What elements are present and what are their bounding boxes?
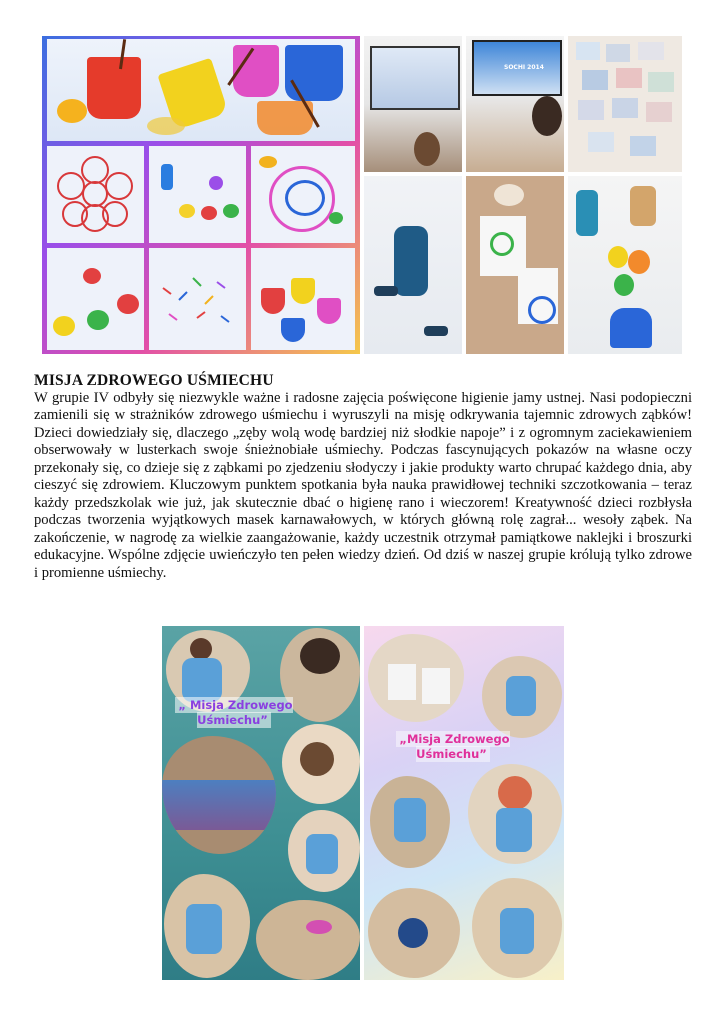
blue-hat xyxy=(610,308,652,348)
photo-mask-blob xyxy=(282,724,360,804)
paint-cup xyxy=(261,288,285,314)
paint-cup xyxy=(317,298,341,324)
paint-cup xyxy=(281,318,305,342)
picture-card xyxy=(582,70,608,90)
colorful-cups-tile xyxy=(251,248,355,350)
olympic-cards-photo xyxy=(568,36,682,172)
child-in-snowsuit xyxy=(394,226,428,296)
article-title: MISJA ZDROWEGO UŚMIECHU xyxy=(34,372,274,389)
photo-presentation-blob xyxy=(468,764,562,864)
painted-circle xyxy=(528,296,556,324)
child-head xyxy=(300,638,340,674)
child-head xyxy=(300,742,334,776)
picture-card xyxy=(630,136,656,156)
paint-splatter-tile xyxy=(251,146,355,243)
paint-cups-row-tile xyxy=(47,248,144,350)
paint-dot xyxy=(53,316,75,336)
picture-card xyxy=(578,100,604,120)
blue-paint-cup xyxy=(285,45,343,101)
sprinkles-tile xyxy=(149,248,246,350)
paint-dot xyxy=(87,310,109,330)
child xyxy=(630,186,656,226)
paint-dot xyxy=(223,204,239,218)
photo-teacher-blob-2 xyxy=(472,878,562,978)
ski-jump-tv-photo xyxy=(364,36,462,172)
paint-cup xyxy=(291,278,315,304)
top-photo-collage xyxy=(42,36,682,354)
paint-splash xyxy=(147,117,185,135)
picture-card xyxy=(646,102,672,122)
red-flower-drawing xyxy=(47,146,144,243)
boot xyxy=(424,326,448,336)
sochi-tv-photo xyxy=(466,36,564,172)
child-head xyxy=(414,132,440,166)
tv-screen xyxy=(472,40,562,96)
article-body: W grupie IV odbyły się niezwykle ważne i radosne zajęcia poświęcone higienie jamy ustnej. Nasi podopieczni zamienili się w strażników zdrowego uśmiechu i wyruszyli na misję odkrywania tajemnic zdrowych ząbków! Dzieci dowiedziały się, dlaczego „zęby wolą wodę bardziej niż słodkie napoje” i z ogromnym zaciekawieniem obserwowały w lusterkach swoje śnieżnobiałe uśmiechy. Podczas fascynujących pokazów na własne oczy przekonały się, co dzieje się z ząbkami po zjedzeniu słodyczy i jakie produkty warto chrupać każdego dnia, aby cieszyć się zdrowiem. Kluczowym punktem spotkania była nauka prawidłowej techniki szczotkowania – teraz każdy przedszkolak wie już, jak skutecznie dbać o higienę rano i wieczorem! Kreatywność dzieci rozbłysła podczas tworzenia wyjątkowych masek karnawałowych, w których główną rolę zagrał... wesoły ząbek. Na zakończenie, w nagrodę za wielkie zaangażowanie, każdy uczestnik otrzymał pamiątkowe naklejki i broszurki edukacyjne. Wspólne zdjęcie uwieńczyło ten pełen wiedzy dzień. Od dziś w naszej grupie królują tylko zdrowe i promienne uśmiechy. xyxy=(34,390,692,581)
group-photo-blob xyxy=(162,736,276,854)
picture-card xyxy=(588,132,614,152)
paint-dot xyxy=(259,156,277,168)
teacher-uniform xyxy=(182,658,222,702)
head xyxy=(190,638,212,660)
floor-circle xyxy=(398,918,428,948)
tv-screen-text: SOCHI 2014 xyxy=(504,64,544,71)
bottle xyxy=(161,164,173,190)
paint-dot xyxy=(201,206,217,220)
picture-card xyxy=(606,44,630,62)
photo-floor-blob xyxy=(164,874,250,978)
paper-sheet xyxy=(422,668,450,704)
teacher-uniform xyxy=(506,676,536,716)
red-paint-cup xyxy=(87,57,141,119)
paint-dot xyxy=(179,204,195,218)
right-caption-text: „Misja Zdrowego Uśmiechu” xyxy=(396,731,509,762)
teacher-uniform xyxy=(500,908,534,954)
paint-experiment-collage xyxy=(42,36,360,354)
painting-circles-photo xyxy=(466,176,564,354)
paint-dot xyxy=(329,212,343,224)
paint-dot xyxy=(83,268,101,284)
teacher-uniform xyxy=(306,834,338,874)
photo-crafts-blob xyxy=(288,810,360,892)
photo-teacher-floor-blob xyxy=(370,776,450,868)
picture-card xyxy=(616,68,642,88)
paint-dot xyxy=(209,176,223,190)
snow-balloons-photo xyxy=(568,176,682,354)
colored-dots-tile xyxy=(149,146,246,243)
balloon xyxy=(608,246,628,268)
left-caption-text: „ Misja Zdrowego Uśmiechu” xyxy=(175,697,292,728)
snow-angel-photo xyxy=(364,176,462,354)
photo-drawing-blob xyxy=(368,634,464,722)
child-head xyxy=(532,96,562,136)
photo-circle-blob xyxy=(368,888,460,978)
photo-mask-play-blob xyxy=(256,900,360,980)
right-collage-panel xyxy=(364,626,564,980)
painted-circle xyxy=(490,232,514,256)
paint-splash xyxy=(57,99,87,123)
left-collage-panel xyxy=(162,626,360,980)
left-collage-caption xyxy=(172,698,296,728)
picture-card xyxy=(638,42,664,60)
boot xyxy=(374,286,398,296)
group-of-children xyxy=(162,780,276,830)
paint-swirl xyxy=(285,180,325,216)
pink-paint-cup xyxy=(233,45,279,97)
sprinkle-pattern xyxy=(149,248,246,350)
child xyxy=(576,190,598,236)
balloon xyxy=(628,250,650,274)
picture-card xyxy=(612,98,638,118)
teacher-uniform xyxy=(496,808,532,852)
tv-screen xyxy=(370,46,460,110)
picture-card xyxy=(576,42,600,60)
carnival-mask xyxy=(306,920,332,934)
balloon xyxy=(614,274,634,296)
photo-activity-blob xyxy=(482,656,562,738)
tooth-poster xyxy=(498,776,532,810)
bottom-photo-collage xyxy=(162,626,564,980)
right-collage-caption xyxy=(378,732,528,762)
teacher-uniform xyxy=(186,904,222,954)
paper-sheet xyxy=(388,664,416,700)
flower-drawing-tile xyxy=(47,146,144,243)
picture-card xyxy=(648,72,674,92)
hand xyxy=(494,184,524,206)
teacher-uniform xyxy=(394,798,426,842)
paint-cups-photo xyxy=(47,39,355,141)
paint-dot xyxy=(117,294,139,314)
